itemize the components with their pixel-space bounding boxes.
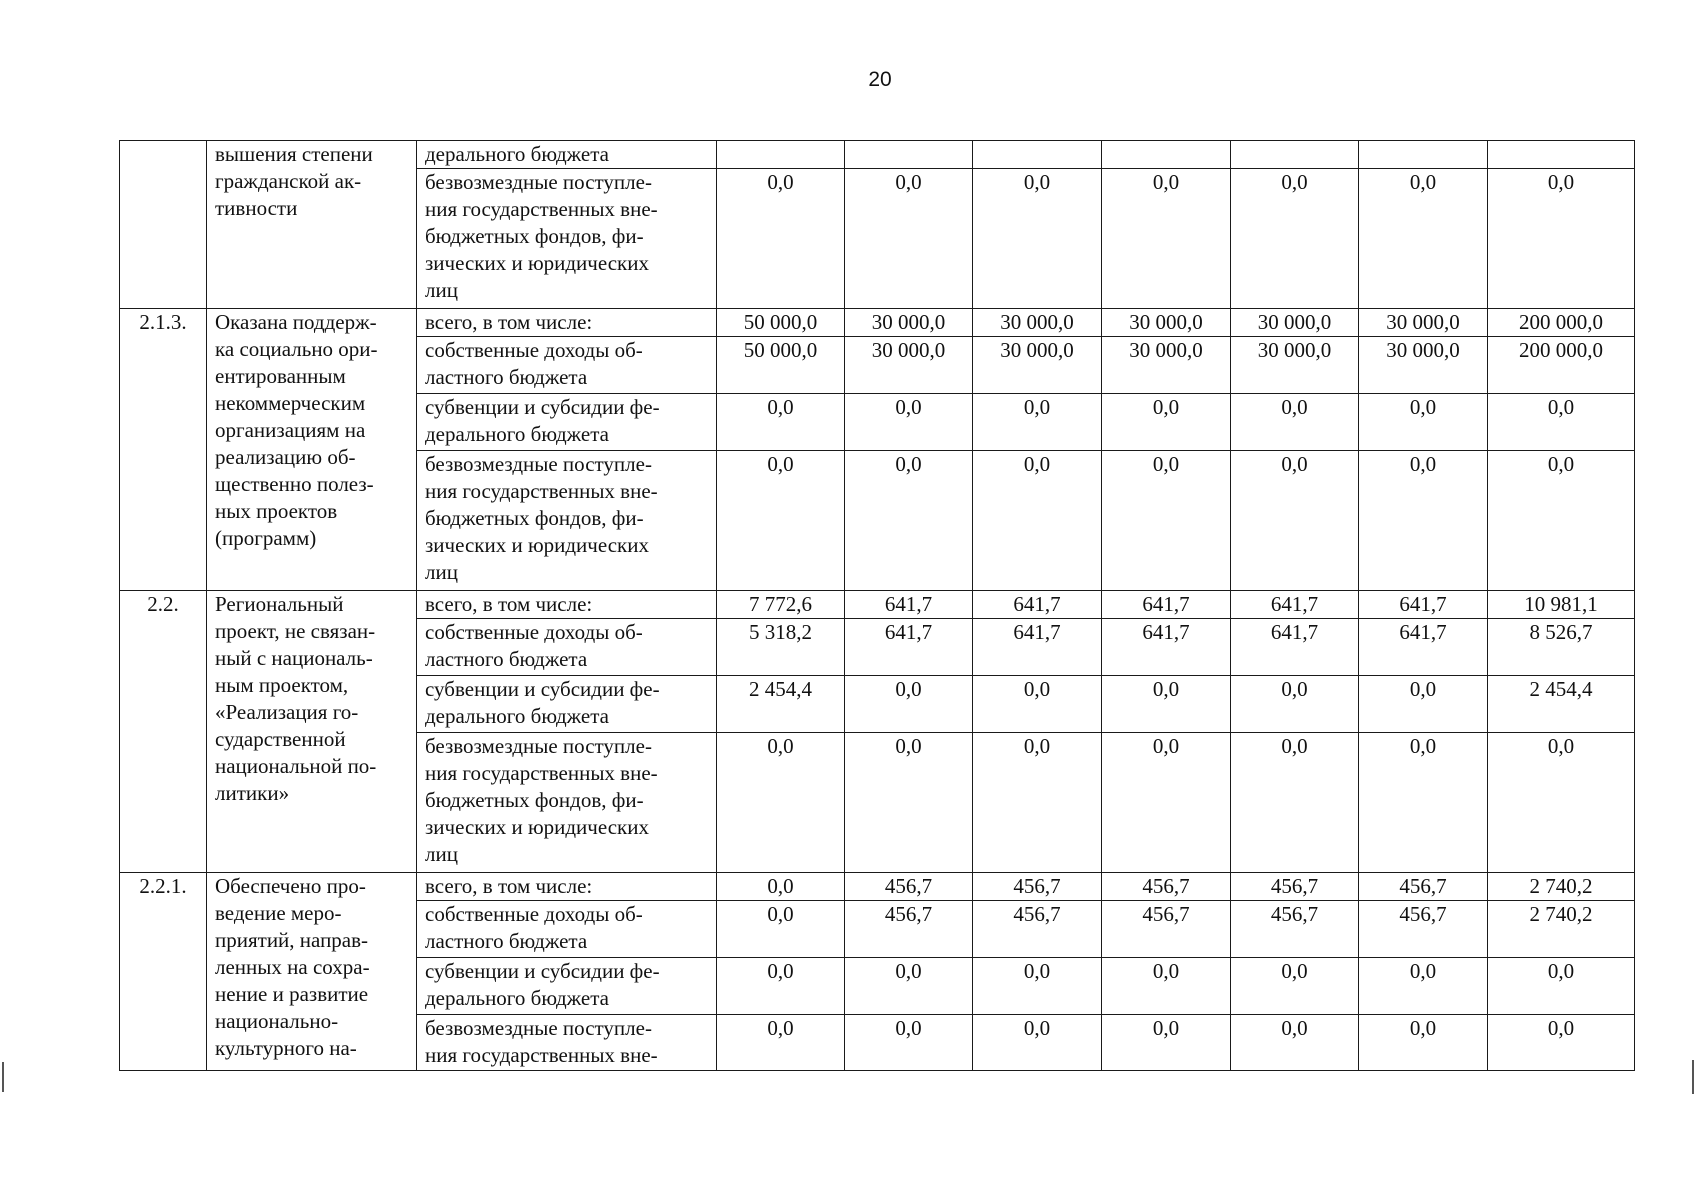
item-name-cell — [207, 591, 417, 873]
funding-source-line: ластного бюджета — [425, 365, 588, 389]
year-value-cell: 0,0 — [1359, 733, 1488, 873]
total-value-cell: 10 981,1 — [1488, 591, 1635, 619]
funding-source-line: безвозмездные поступле- — [425, 170, 652, 194]
total-value-cell: 0,0 — [1488, 958, 1635, 1015]
item-code-cell: 2.1.3. — [120, 309, 207, 591]
total-value-cell: 0,0 — [1488, 451, 1635, 591]
funding-source-line: лиц — [425, 278, 458, 302]
year-value-cell: 0,0 — [1359, 394, 1488, 451]
budget-table-body — [120, 141, 1635, 1071]
total-value-cell: 2 740,2 — [1488, 901, 1635, 958]
year-value-cell: 0,0 — [717, 873, 845, 901]
total-value-cell: 0,0 — [1488, 394, 1635, 451]
item-name-cell — [207, 141, 417, 309]
funding-source-line: ния государственных вне- — [425, 197, 658, 221]
funding-source-cell — [417, 309, 717, 337]
total-value-cell: 0,0 — [1488, 1015, 1635, 1071]
year-value-cell: 30 000,0 — [1231, 309, 1359, 337]
funding-source-line: дерального бюджета — [425, 704, 609, 728]
funding-source-line: субвенции и субсидии фе- — [425, 959, 660, 983]
year-value-cell: 0,0 — [1231, 169, 1359, 309]
item-name-line: (программ) — [215, 526, 317, 550]
year-value-cell: 641,7 — [1102, 591, 1231, 619]
funding-source-cell — [417, 873, 717, 901]
funding-source-cell — [417, 394, 717, 451]
year-value-cell: 30 000,0 — [845, 309, 973, 337]
year-value-cell: 0,0 — [1359, 958, 1488, 1015]
funding-source-line: субвенции и субсидии фе- — [425, 395, 660, 419]
funding-source-cell — [417, 169, 717, 309]
item-name-line: «Реализация го- — [215, 700, 359, 724]
year-value-cell: 0,0 — [1102, 958, 1231, 1015]
table-row — [120, 309, 1635, 337]
year-value-cell: 0,0 — [1231, 1015, 1359, 1071]
year-value-cell: 641,7 — [1359, 619, 1488, 676]
total-value-cell: 200 000,0 — [1488, 309, 1635, 337]
year-value-cell: 0,0 — [717, 1015, 845, 1071]
funding-source-cell — [417, 591, 717, 619]
year-value-cell: 50 000,0 — [717, 309, 845, 337]
year-value-cell: 641,7 — [973, 619, 1102, 676]
item-name-line: некоммерческим — [215, 391, 366, 415]
funding-source-line: ластного бюджета — [425, 647, 588, 671]
funding-source-cell — [417, 1015, 717, 1071]
funding-source-line: лиц — [425, 560, 458, 584]
year-value-cell: 0,0 — [1231, 958, 1359, 1015]
year-value-cell: 0,0 — [845, 676, 973, 733]
year-value-cell: 30 000,0 — [1102, 337, 1231, 394]
total-value-cell: 2 454,4 — [1488, 676, 1635, 733]
item-name-line: литики» — [215, 781, 290, 805]
funding-source-line: ния государственных вне- — [425, 761, 658, 785]
scan-edge-mark — [2, 1062, 4, 1092]
year-value-cell: 0,0 — [973, 958, 1102, 1015]
page-number: 20 — [868, 68, 892, 91]
year-value-cell: 50 000,0 — [717, 337, 845, 394]
funding-source-line: субвенции и субсидии фе- — [425, 677, 660, 701]
table-row — [120, 591, 1635, 619]
item-name-line: Обеспечено про- — [215, 874, 366, 898]
funding-source-cell — [417, 141, 717, 169]
funding-source-cell — [417, 619, 717, 676]
year-value-cell: 0,0 — [845, 394, 973, 451]
item-name-line: организациям на — [215, 418, 366, 442]
year-value-cell: 641,7 — [1359, 591, 1488, 619]
funding-source-line: дерального бюджета — [425, 142, 609, 166]
item-name-line: национальной по- — [215, 754, 377, 778]
year-value-cell: 30 000,0 — [1102, 309, 1231, 337]
year-value-cell: 0,0 — [973, 394, 1102, 451]
year-value-cell: 456,7 — [1102, 901, 1231, 958]
item-name-line: ных проектов — [215, 499, 338, 523]
funding-source-cell — [417, 958, 717, 1015]
year-value-cell: 0,0 — [717, 958, 845, 1015]
year-value-cell: 0,0 — [1231, 451, 1359, 591]
year-value-cell — [717, 141, 845, 169]
total-value-cell — [1488, 141, 1635, 169]
table-row — [120, 141, 1635, 169]
year-value-cell: 0,0 — [717, 394, 845, 451]
total-value-cell: 8 526,7 — [1488, 619, 1635, 676]
funding-source-line: дерального бюджета — [425, 422, 609, 446]
year-value-cell: 0,0 — [1359, 451, 1488, 591]
item-name-cell — [207, 873, 417, 1071]
funding-source-line: собственные доходы об- — [425, 620, 643, 644]
year-value-cell: 0,0 — [1359, 1015, 1488, 1071]
funding-source-line: лиц — [425, 842, 458, 866]
year-value-cell: 5 318,2 — [717, 619, 845, 676]
year-value-cell: 0,0 — [973, 676, 1102, 733]
total-value-cell: 0,0 — [1488, 169, 1635, 309]
funding-source-line: всего, в том числе: — [425, 310, 593, 334]
year-value-cell: 30 000,0 — [973, 309, 1102, 337]
year-value-cell: 456,7 — [1231, 901, 1359, 958]
year-value-cell: 641,7 — [1231, 619, 1359, 676]
funding-source-cell — [417, 337, 717, 394]
year-value-cell: 0,0 — [1231, 676, 1359, 733]
year-value-cell: 0,0 — [845, 169, 973, 309]
funding-source-line: бюджетных фондов, фи- — [425, 506, 644, 530]
funding-source-cell — [417, 676, 717, 733]
item-name-line: тивности — [215, 196, 298, 220]
item-name-line: Региональный — [215, 592, 344, 616]
total-value-cell: 200 000,0 — [1488, 337, 1635, 394]
item-name-line: вышения степени — [215, 142, 373, 166]
year-value-cell: 641,7 — [973, 591, 1102, 619]
year-value-cell: 0,0 — [845, 1015, 973, 1071]
item-name-line: гражданской ак- — [215, 169, 362, 193]
year-value-cell: 30 000,0 — [1231, 337, 1359, 394]
funding-source-line: всего, в том числе: — [425, 592, 593, 616]
item-name-line: проект, не связан- — [215, 619, 376, 643]
scan-edge-mark — [1692, 1060, 1694, 1094]
funding-source-line: безвозмездные поступле- — [425, 452, 652, 476]
year-value-cell: 0,0 — [1102, 733, 1231, 873]
item-name-line: ведение меро- — [215, 901, 342, 925]
funding-source-line: собственные доходы об- — [425, 902, 643, 926]
total-value-cell: 2 740,2 — [1488, 873, 1635, 901]
item-name-line: щественно полез- — [215, 472, 374, 496]
funding-source-line: зических и юридических — [425, 251, 649, 275]
funding-source-cell — [417, 451, 717, 591]
funding-source-cell — [417, 901, 717, 958]
budget-table — [119, 140, 1635, 1071]
year-value-cell: 0,0 — [973, 451, 1102, 591]
year-value-cell: 0,0 — [1102, 394, 1231, 451]
year-value-cell: 641,7 — [845, 591, 973, 619]
item-name-line: ным проектом, — [215, 673, 349, 697]
year-value-cell: 0,0 — [717, 901, 845, 958]
year-value-cell: 7 772,6 — [717, 591, 845, 619]
item-name-line: ентированным — [215, 364, 346, 388]
year-value-cell: 456,7 — [1359, 873, 1488, 901]
year-value-cell — [1102, 141, 1231, 169]
item-name-line: сударственной — [215, 727, 346, 751]
item-name-cell — [207, 309, 417, 591]
year-value-cell: 0,0 — [717, 733, 845, 873]
year-value-cell: 0,0 — [717, 169, 845, 309]
year-value-cell: 2 454,4 — [717, 676, 845, 733]
table-row — [120, 873, 1635, 901]
funding-source-line: всего, в том числе: — [425, 874, 593, 898]
item-name-line: реализацию об- — [215, 445, 356, 469]
item-name-line: Оказана поддерж- — [215, 310, 377, 334]
year-value-cell: 0,0 — [845, 733, 973, 873]
year-value-cell — [845, 141, 973, 169]
item-code-cell: 2.2. — [120, 591, 207, 873]
year-value-cell: 641,7 — [1102, 619, 1231, 676]
year-value-cell: 641,7 — [845, 619, 973, 676]
funding-source-line: дерального бюджета — [425, 986, 609, 1010]
year-value-cell: 456,7 — [1359, 901, 1488, 958]
funding-source-line: ния государственных вне- — [425, 1043, 658, 1067]
item-name-line: ленных на сохра- — [215, 955, 370, 979]
year-value-cell — [1359, 141, 1488, 169]
year-value-cell: 456,7 — [1231, 873, 1359, 901]
funding-source-line: безвозмездные поступле- — [425, 1016, 652, 1040]
year-value-cell: 0,0 — [973, 733, 1102, 873]
item-name-line: национально- — [215, 1009, 339, 1033]
funding-source-line: ния государственных вне- — [425, 479, 658, 503]
item-code-cell — [120, 141, 207, 309]
funding-source-line: зических и юридических — [425, 533, 649, 557]
item-name-line: ка социально ори- — [215, 337, 378, 361]
year-value-cell: 641,7 — [1231, 591, 1359, 619]
year-value-cell: 30 000,0 — [1359, 309, 1488, 337]
year-value-cell: 456,7 — [1102, 873, 1231, 901]
year-value-cell: 0,0 — [1102, 169, 1231, 309]
year-value-cell: 0,0 — [973, 1015, 1102, 1071]
year-value-cell: 0,0 — [1102, 1015, 1231, 1071]
year-value-cell: 456,7 — [973, 901, 1102, 958]
year-value-cell: 0,0 — [717, 451, 845, 591]
year-value-cell: 0,0 — [1359, 676, 1488, 733]
year-value-cell: 30 000,0 — [845, 337, 973, 394]
year-value-cell: 0,0 — [1102, 676, 1231, 733]
year-value-cell: 30 000,0 — [973, 337, 1102, 394]
funding-source-line: бюджетных фондов, фи- — [425, 224, 644, 248]
item-code-cell: 2.2.1. — [120, 873, 207, 1071]
year-value-cell: 0,0 — [845, 958, 973, 1015]
item-name-line: ный с националь- — [215, 646, 373, 670]
year-value-cell: 0,0 — [1231, 733, 1359, 873]
year-value-cell: 456,7 — [845, 901, 973, 958]
year-value-cell — [1231, 141, 1359, 169]
total-value-cell: 0,0 — [1488, 733, 1635, 873]
year-value-cell: 0,0 — [1102, 451, 1231, 591]
item-name-line: нение и развитие — [215, 982, 369, 1006]
year-value-cell — [973, 141, 1102, 169]
year-value-cell: 0,0 — [1359, 169, 1488, 309]
funding-source-line: бюджетных фондов, фи- — [425, 788, 644, 812]
funding-source-line: ластного бюджета — [425, 929, 588, 953]
year-value-cell: 0,0 — [1231, 394, 1359, 451]
year-value-cell: 456,7 — [973, 873, 1102, 901]
item-name-line: приятий, направ- — [215, 928, 369, 952]
funding-source-line: собственные доходы об- — [425, 338, 643, 362]
funding-source-line: безвозмездные поступле- — [425, 734, 652, 758]
year-value-cell: 456,7 — [845, 873, 973, 901]
item-name-line: культурного на- — [215, 1036, 357, 1060]
year-value-cell: 30 000,0 — [1359, 337, 1488, 394]
funding-source-cell — [417, 733, 717, 873]
funding-source-line: зических и юридических — [425, 815, 649, 839]
year-value-cell: 0,0 — [845, 451, 973, 591]
year-value-cell: 0,0 — [973, 169, 1102, 309]
